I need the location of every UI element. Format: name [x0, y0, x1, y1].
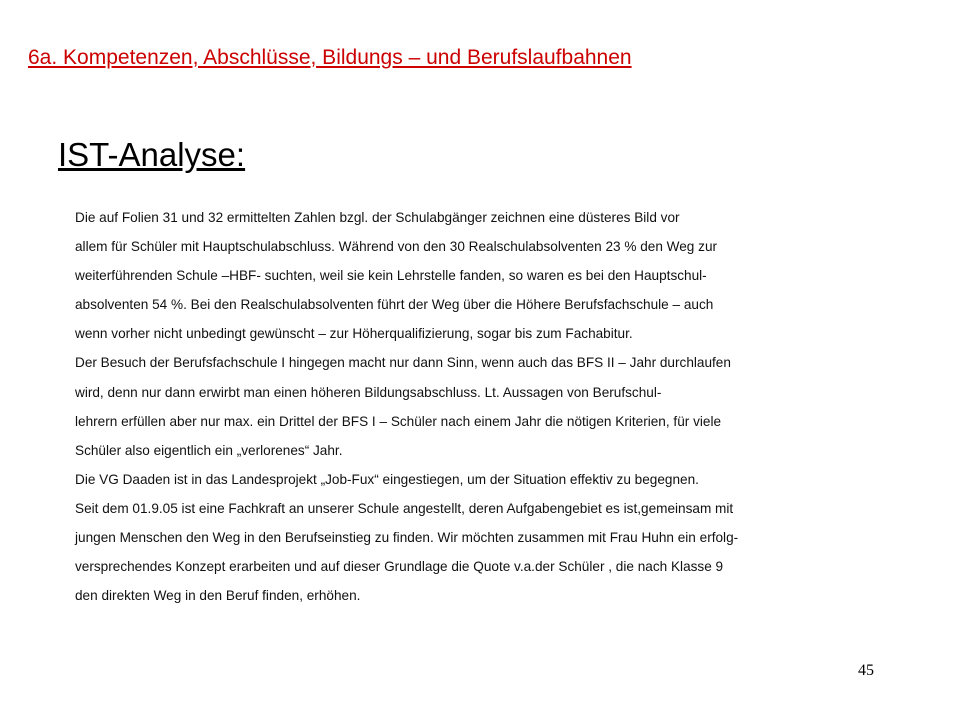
page-number: 45	[858, 662, 874, 679]
analysis-body-text	[75, 203, 935, 610]
text-line: allem für Schüler mit Hauptschulabschluss. Während von den 30 Realschulabsolventen 23 % den Weg zur	[75, 239, 718, 255]
text-line: jungen Menschen den Weg in den Berufseinstieg zu finden. Wir möchten zusammen mit Frau Huhn ein erfolg-	[75, 530, 739, 546]
text-line: wenn vorher nicht unbedingt gewünscht – zur Höherqualifizierung, sogar bis zum Fachabitur.	[75, 326, 633, 342]
text-line: Seit dem 01.9.05 ist eine Fachkraft an unserer Schule angestellt, deren Aufgabengebiet es ist,gemeinsam mit	[75, 500, 734, 516]
ist-analyse-title: IST-Analyse:	[58, 136, 246, 173]
text-line: Die VG Daaden ist in das Landesprojekt „Job-Fux“ eingestiegen, um der Situation effektiv zu begegnen.	[75, 471, 699, 487]
text-line: absolventen 54 %. Bei den Realschulabsolventen führt der Weg über die Höhere Berufsfachschule – auch	[75, 297, 714, 313]
text-line: versprechendes Konzept erarbeiten und auf dieser Grundlage die Quote v.a.der Schüler , die nach Klasse 9	[75, 559, 724, 575]
text-line: weiterführenden Schule –HBF- suchten, weil sie kein Lehrstelle fanden, so waren es bei den Hauptschul-	[75, 268, 707, 284]
text-line: Die auf Folien 31 und 32 ermittelten Zahlen bzgl. der Schulabgänger zeichnen eine düsteres Bild vor	[75, 210, 680, 225]
section-heading: 6a. Kompetenzen, Abschlüsse, Bildungs – und Berufslaufbahnen	[28, 46, 632, 69]
text-line: lehrern erfüllen aber nur max. ein Drittel der BFS I – Schüler nach einem Jahr die nötigen Kriterien, für viele	[75, 413, 722, 429]
text-line: Der Besuch der Berufsfachschule I hingegen macht nur dann Sinn, wenn auch das BFS II – Jahr durchlaufen	[75, 355, 731, 371]
text-line: den direkten Weg in den Beruf finden, erhöhen.	[75, 588, 361, 604]
text-line: Schüler also eigentlich ein „verlorenes“ Jahr.	[75, 442, 343, 458]
text-line: wird, denn nur dann erwirbt man einen höheren Bildungsabschluss. Lt. Aussagen von Berufschul-	[75, 384, 662, 400]
